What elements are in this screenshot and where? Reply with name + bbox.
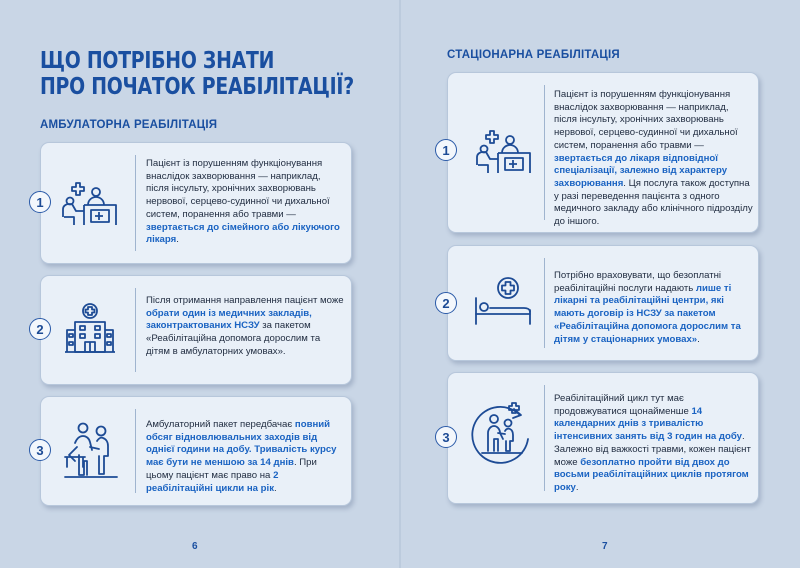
rehab-cycle-icon [468,401,534,467]
highlight: звертається до лікаря відповідної спеціалізації, залежно від характеру захворювання [554,152,728,189]
highlight: обрати один із медичних закладів, законтрактованих НСЗУ [146,307,312,332]
therapist-patient-icon [63,421,119,479]
title-line-1: ЩО ПОТРІБНО ЗНАТИ [40,48,275,74]
step-badge-1: 1 [29,191,51,213]
card-divider [135,409,136,493]
card-divider [544,85,545,220]
page-number: 7 [602,541,608,552]
page-number: 6 [192,541,198,552]
highlight: повний обсяг відновлювальних заходів від однієї години на добу. Тривалість курсу має бути не меншою за 14 днів [146,419,337,469]
highlight: безоплатно пройти від двох до восьми реабілітаційних циклів протягом року [554,456,749,493]
card-text: Реабілітаційний цикл тут має продовжуватися щонайменше 14 календарних днів з тривалістю інтенсивних занять від 3 годин на добу. Залежно від важкості травми, кожен пацієнт може безоплатно пройти від двох до восьми реабілітаційних циклів протягом року. [554,393,751,493]
highlight: 14 календарних днів з тривалістю інтенсивних занять від 3 годин на добу [554,405,742,443]
card-text: Амбулаторний пакет передбачає повний обсяг відновлювальних заходів від однієї години на добу. Тривалість курсу має бути не меншою за 14 днів. При цьому пацієнт має право на 2 реабілітаційні цикли на рік. [146,419,337,494]
page-title [40,48,354,100]
step-badge-3: 3 [435,426,457,448]
step-badge-3: 3 [29,439,51,461]
section-inpatient: СТАЦІОНАРНА РЕАБІЛІТАЦІЯ [447,49,620,61]
ambulatory-card-1 [40,142,352,264]
inpatient-card-3 [447,372,759,504]
card-text: Пацієнт із порушенням функціонування внаслідок захворювання — наприклад, після інсульту, хронічних захворювань нервової, серцево-судинної чи дихальної систем, поранення або травми — звертається до сімейного або лікуючого лікаря. [146,158,340,246]
doctor-desk-icon [472,125,536,177]
title-line-2: ПРО ПОЧАТОК РЕАБІЛІТАЦІЇ? [40,74,354,100]
card-text: Після отримання направлення пацієнт може обрати один із медичних закладів, законтрактованих НСЗУ за пакетом «Реабілітаційна допомога дорослим та дітям в амбулаторних умовах». [146,295,344,357]
hospital-building-icon [63,302,117,356]
step-badge-2: 2 [435,292,457,314]
step-badge-1: 1 [435,139,457,161]
hospital-bed-icon [472,274,534,326]
card-divider [135,288,136,372]
highlight: лише ті лікарні та реабілітаційні центри, які мають договір із НСЗУ за пакетом «Реабілітаційна допомога дорослим та дітям у стаціонарних умовах» [554,282,741,345]
card-divider [544,385,545,491]
step-badge-2: 2 [29,318,51,340]
inpatient-card-2 [447,245,759,361]
inpatient-card-1 [447,72,759,233]
card-divider [544,258,545,348]
ambulatory-card-2 [40,275,352,385]
right-page [401,0,800,568]
card-text: Потрібно враховувати, що безоплатні реабілітаційні послуги надають лише ті лікарні та реабілітаційні центри, які мають договір із НСЗУ за пакетом «Реабілітаційна допомога дорослим та дітям у стаціонарних умовах». [554,270,741,345]
card-text: Пацієнт із порушенням функціонування внаслідок захворювання — наприклад, після інсульту, хронічних захворювань нервової, серцево-судинної чи дихальної систем, поранення або травми — звертається до лікаря відповідної спеціалізації, залежно від характеру захворювання. Ця послуга також доступна у разі переведення пацієнта з одного медичного закладу або клінічного підрозділу до іншого. [554,89,753,228]
highlight: 2 реабілітаційні цикли на рік [146,469,279,494]
ambulatory-card-3 [40,396,352,506]
highlight: звертається до сімейного або лікуючого лікаря [146,221,340,246]
doctor-desk-icon [58,177,122,229]
left-page [0,0,399,568]
section-ambulatory: АМБУЛАТОРНА РЕАБІЛІТАЦІЯ [40,119,218,131]
card-divider [135,155,136,251]
